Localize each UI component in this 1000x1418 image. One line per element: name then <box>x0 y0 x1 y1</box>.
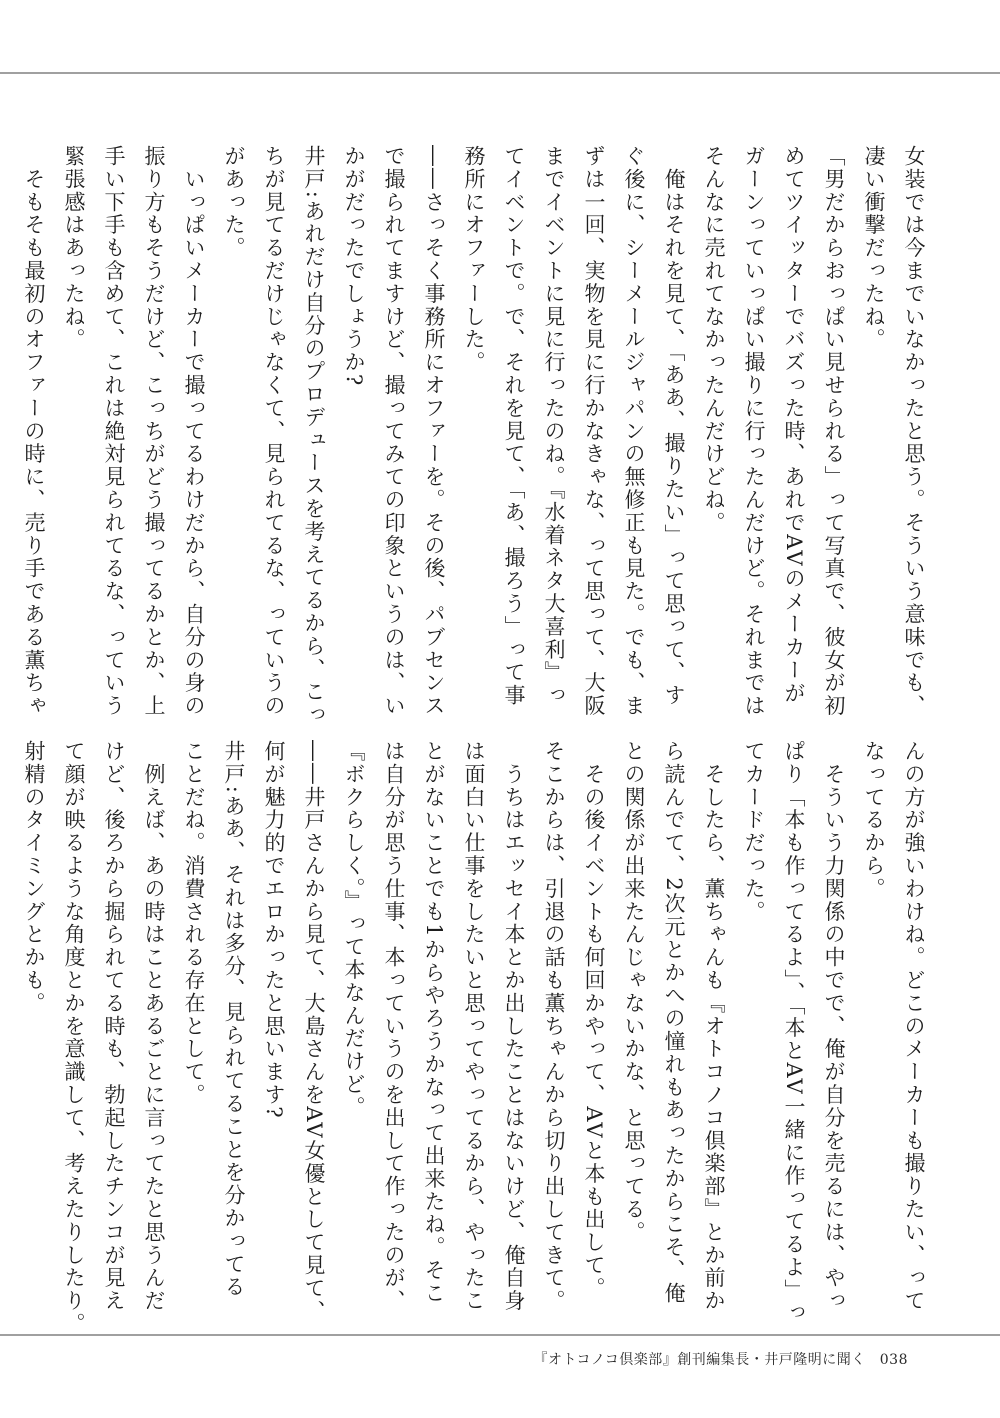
footer-rule <box>0 1334 1000 1336</box>
header-rule <box>0 72 1000 74</box>
body-text-lower <box>14 740 934 1336</box>
text-line: ら読んでて、2次元とかへの憧れもあったからこそ、俺 <box>662 740 686 1305</box>
text-line: そしたら、薫ちゃんも『オトコノコ倶楽部』とか前か <box>702 740 726 1313</box>
text-line: 振り方もそうだけど、こっちがどう撮ってるかとか、上 <box>142 145 166 718</box>
text-line: 井戸:あれだけ自分のプロデュースを考えてるから、こっ <box>302 145 326 727</box>
text-line: ガーンっていっぱい撮りに行ったんだけど。それまでは <box>742 145 766 718</box>
text-line: 女装では今までいなかったと思う。そういう意味でも、 <box>902 145 926 718</box>
text-line: そういう力関係の中でで、俺が自分を売るには、やっ <box>822 740 846 1313</box>
text-line: 「男だからおっぱい見せられる」って写真で、彼女が初 <box>822 145 846 718</box>
text-line: そんなに売れてなかったんだけどね。 <box>702 145 726 535</box>
running-footer <box>534 1349 908 1369</box>
text-line: そもそも最初のオファーの時に、売り手である薫ちゃ <box>22 145 46 718</box>
text-line: てイベントで。で、それを見て、「あ、撮ろう」って事 <box>502 145 526 707</box>
text-line: いっぱいメーカーで撮ってるわけだから、自分の身の <box>182 145 206 718</box>
text-line: 何が魅力的でエロかったと思います? <box>262 740 286 1120</box>
text-line: ぱり「本も作ってるよ」、「本とAV一緒に作ってるよ」っ <box>782 740 806 1325</box>
text-line: 務所にオファーした。 <box>462 145 486 374</box>
text-line: ちが見てるだけじゃなくて、見られてるな、っていうの <box>262 145 286 718</box>
text-line: 井戸:ああ、それは多分、見られてることを分かってる <box>222 740 246 1299</box>
text-line: うちはエッセイ本とか出したことはないけど、俺自身 <box>502 740 526 1313</box>
text-line: て顔が映るような角度とかを意識して、考えたりしたり。 <box>62 740 86 1336</box>
text-line: との関係が出来たんじゃないかな、と思ってる。 <box>622 740 646 1244</box>
text-line: は面白い仕事をしたいと思ってやってるから、やったこ <box>462 740 486 1313</box>
page-number: 038 <box>879 1352 908 1368</box>
text-line: 手い下手も含めて、これは絶対見られてるな、っていう <box>102 145 126 718</box>
text-line: んの方が強いわけね。どこのメーカーも撮りたい、って <box>902 740 926 1313</box>
text-line: てカードだった。 <box>742 740 766 924</box>
footer-title: 『オトコノコ倶楽部』創刊編集長・井戸隆明に聞く <box>533 1352 866 1368</box>
body-text-upper <box>14 145 934 727</box>
text-line: ぐ後に、シーメールジャパンの無修正も見た。でも、ま <box>622 145 646 718</box>
text-line: なってるから。 <box>862 740 886 901</box>
text-line: 例えば、あの時はことあるごとに言ってたと思うんだ <box>142 740 166 1313</box>
text-line: その後イベントも何回かやって、AVと本も出して。 <box>582 740 606 1300</box>
text-line: ずは一回、実物を見に行かなきゃな、って思って、大阪 <box>582 145 606 718</box>
text-line: ――さっそく事務所にオファーを。その後、パブセンス <box>422 145 446 718</box>
text-line: があった。 <box>222 145 246 260</box>
text-line: けど、後ろから掘られてる時も、勃起したチンコが見え <box>102 740 126 1313</box>
text-line: とがないことでも1からやろうかなって出来たね。そこ <box>422 740 446 1305</box>
text-line: ことだね。消費される存在として。 <box>182 740 206 1107</box>
text-line: そこからは、引退の話も薫ちゃんから切り出してきて。 <box>542 740 566 1313</box>
text-line: 緊張感はあったね。 <box>62 145 86 352</box>
text-line: かがだったでしょうか? <box>342 145 366 388</box>
text-line: までイベントに見に行ったのね。『水着ネタ大喜利』っ <box>542 145 566 707</box>
text-line: は自分が思う仕事、本っていうのを出して作ったのが、 <box>382 740 406 1313</box>
text-line: めてツイッターでバズった時、あれでAVのメーカーが <box>782 145 806 705</box>
text-line: 凄い衝撃だったね。 <box>862 145 886 352</box>
text-line: で撮られてますけど、撮ってみての印象というのは、い <box>382 145 406 718</box>
text-line: ――井戸さんから見て、大島さんをAV女優として見て、 <box>302 740 326 1323</box>
text-line: 『ボクらしく。』って本なんだけど。 <box>342 740 366 1119</box>
text-line: 俺はそれを見て、「ああ、撮りたい」って思って、す <box>662 145 686 707</box>
text-line: 射精のタイミングとかも。 <box>22 740 46 1015</box>
